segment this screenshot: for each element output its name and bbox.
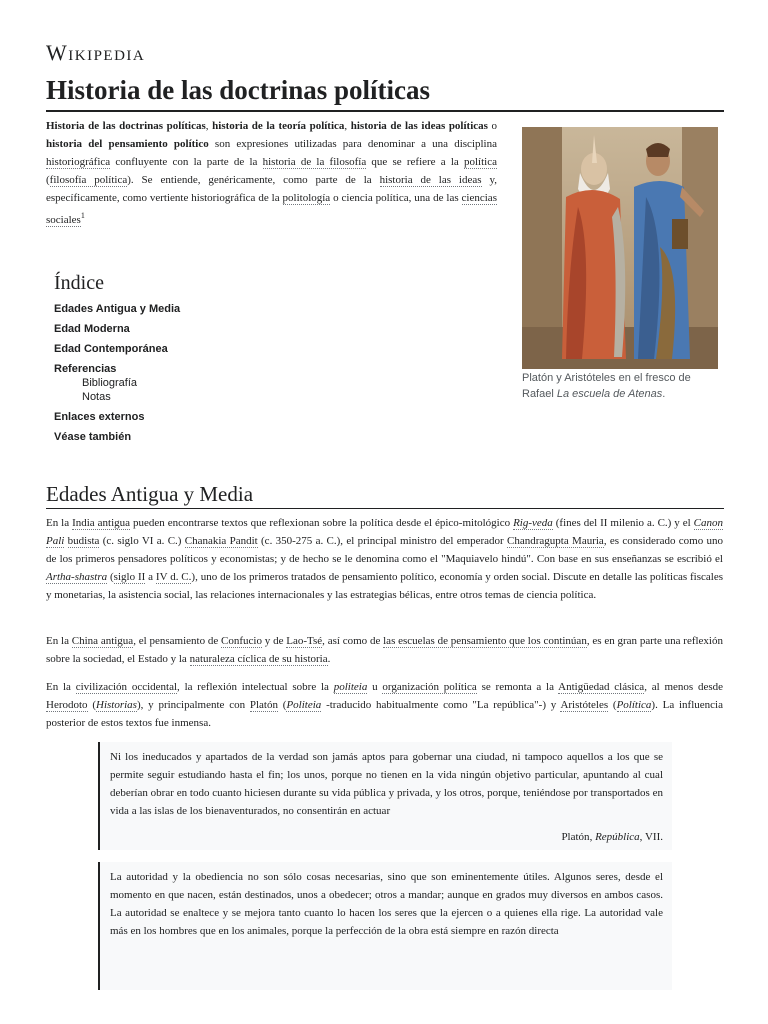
body-text: ( [87, 699, 96, 711]
link-text: politeia [333, 681, 368, 693]
cite-work: República [595, 831, 640, 843]
link-historias[interactable] [96, 699, 137, 712]
link-chandragupta-mauria[interactable]: Chandragupta Mauria [507, 535, 604, 547]
infobox-figure [522, 127, 718, 402]
intro-paragraph [46, 117, 497, 229]
blockquote-platon [98, 742, 672, 850]
body-text: (c. 350-275 a. C.), el principal ministro del emperador [257, 535, 508, 547]
link-politica[interactable]: política [464, 156, 497, 168]
link-text: Politeia [286, 699, 322, 711]
intro-bold-term: historia del pensamiento político [46, 138, 209, 150]
cite-author: Platón [561, 831, 590, 843]
body-text: ( [107, 571, 114, 583]
body-text: , el pensamiento de [133, 635, 222, 647]
intro-bold-term: Historia de las doctrinas políticas [46, 120, 206, 132]
intro-bold-term: historia de la teoría política [212, 120, 345, 132]
link-text: Política [616, 699, 652, 711]
section-heading: Edades Antigua y Media [46, 481, 724, 509]
wikipedia-wordmark[interactable]: Wikipedia [46, 40, 146, 65]
link-chanakia-pandit[interactable]: Chanakia Pandit [184, 535, 258, 547]
intro-text: , [344, 120, 351, 132]
page-title: Historia de las doctrinas políticas [46, 72, 724, 112]
body-text: u [367, 681, 383, 693]
intro-text: ( [46, 174, 50, 186]
toc-title: Índice [54, 272, 104, 294]
cite-separator: , [589, 831, 596, 843]
link-india-antigua[interactable]: India antigua [72, 517, 131, 529]
link-politologia[interactable]: politología [282, 192, 331, 204]
intro-text: que se refiere a la [366, 156, 464, 168]
table-of-contents [54, 270, 304, 450]
paragraph-china [46, 632, 723, 668]
intro-text: o [487, 120, 498, 132]
link-aristoteles[interactable]: Aristóteles [560, 699, 609, 711]
link-naturaleza-ciclica[interactable]: naturaleza cíclica de su historia [189, 653, 328, 665]
toc-item-referencias[interactable]: Referencias [54, 363, 117, 375]
body-text: , al menos desde [644, 681, 723, 693]
body-text: En la [46, 517, 73, 529]
link-iv-dc[interactable]: IV d. C. [155, 571, 192, 583]
body-text: se remonta a la [476, 681, 559, 693]
link-politeia-obra[interactable] [286, 699, 321, 712]
caption-work-title: La escuela de Atenas [556, 388, 663, 400]
intro-text: confluyente con la parte de la [110, 156, 263, 168]
quote-text: La autoridad y la obediencia no son sólo cosas necesarias, sino que son eminentemente útiles. Algunos seres, desde el momento en que nacen, están destinados, unos a obedecer; otros a mandar; aunque en grados muy diversos en ambos casos. La autoridad se enaltece y se mejora tanto cuanto lo hacen los seres que la ejercen o a quienes ella rige. La autoridad vale más en los hombres que en los animales, porque la perfección de la obra está siempre en razón directa [110, 871, 663, 937]
intro-text: , [205, 120, 213, 132]
body-text: ( [278, 699, 287, 711]
link-ciencias-sociales[interactable]: ciencias sociales [46, 192, 497, 226]
link-herodoto[interactable]: Herodoto [46, 699, 88, 711]
toc-item-edad-moderna[interactable]: Edad Moderna [54, 323, 130, 335]
body-text: (fines del II milenio a. C.) y el [552, 517, 694, 529]
link-text: Rig-veda [513, 517, 553, 529]
intro-text: o ciencia política, una de las [330, 192, 462, 204]
body-text: ), y principalmente con [136, 699, 250, 711]
link-filosofia-politica[interactable]: filosofía política [49, 174, 128, 186]
quote-citation [110, 828, 663, 846]
toc-item-vease-tambien[interactable]: Véase también [54, 431, 132, 443]
link-siglo-ii[interactable]: siglo II [113, 571, 146, 583]
link-text: Canon Pali [46, 517, 723, 547]
link-historiografica[interactable]: historiográfica [46, 156, 111, 168]
body-text: ( [608, 699, 617, 711]
link-historia-ideas[interactable]: historia de las ideas [379, 174, 482, 186]
reference-link[interactable]: 1 [80, 211, 85, 220]
body-text: -traducido habitualmente como "La república"-) y [321, 699, 561, 711]
toc-item-enlaces-externos[interactable]: Enlaces externos [54, 411, 145, 423]
caption-text: . [662, 388, 666, 400]
intro-text: y, específicamente, como vertiente historiográfica de la [46, 174, 497, 204]
link-politica-obra[interactable] [617, 699, 652, 712]
link-antiguedad-clasica[interactable]: Antigüedad clásica [558, 681, 645, 693]
cite-reference: , VII. [639, 831, 663, 843]
link-escuelas-pensamiento[interactable]: las escuelas de pensamiento que los continúan [383, 635, 587, 647]
fresco-image[interactable] [522, 127, 718, 369]
quote-text: Ni los ineducados y apartados de la verdad son jamás aptos para gobernar una ciudad, ni tampoco aquellos a los que se permite seguir estudiando hasta el fin; los unos, porque no tienen en la vida ningún objetivo particular, apuntando al cual deberían obrar en todo cuanto hiciesen durante su vida pública y privada, y los otros, porque, teniéndose por transportados en vida a las islas de los bienaventurados, no consentirán en actuar [110, 751, 663, 817]
link-text: Historias [96, 699, 137, 711]
body-text: (c. siglo VI a. C.) [99, 535, 185, 547]
toc-item-edad-contemporanea[interactable]: Edad Contemporánea [54, 343, 168, 355]
link-organizacion-politica[interactable]: organización política [382, 681, 477, 693]
body-text: En la [46, 635, 72, 647]
caption-text: Platón y Aristóteles en el fresco de Rafael [522, 372, 691, 400]
body-text: . [327, 653, 331, 665]
link-rig-veda[interactable] [513, 517, 553, 530]
paragraph-india [46, 514, 723, 604]
body-text: , es en gran parte una reflexión sobre la sociedad, el Estado y la [46, 635, 723, 665]
body-text: , la reflexión intelectual sobre la [177, 681, 334, 693]
link-lao-tse[interactable]: Lao-Tsé [286, 635, 323, 647]
body-text: ). La influencia posterior de estos textos fue inmensa. [46, 699, 723, 729]
link-china-antigua[interactable]: China antigua [71, 635, 134, 647]
blockquote-aristoteles [98, 862, 672, 990]
link-text: Artha-shastra [46, 571, 108, 583]
link-politeia[interactable] [334, 681, 368, 694]
body-text: ), uno de los primeros tratados de pensamiento político, economía y orden social. Discute en detalle las políticas fiscales y monetarias, la asistencia social, las relaciones internacionales y las estrategias bélicas, entre otros temas de ciencia política. [46, 571, 723, 601]
link-artha-shastra[interactable] [46, 571, 107, 584]
toc-subitem-notas[interactable]: Notas [82, 391, 111, 403]
body-text: y de [262, 635, 287, 647]
link-budista[interactable]: budista [67, 535, 100, 547]
link-platon[interactable]: Platón [249, 699, 278, 711]
toc-group-referencias [54, 362, 304, 404]
paragraph-occidente [46, 678, 723, 732]
toc-subitem-bibliografia[interactable]: Bibliografía [82, 377, 138, 389]
link-historia-filosofia[interactable]: historia de la filosofía [262, 156, 367, 168]
intro-text: son expresiones utilizadas para denominar a una disciplina [208, 138, 497, 150]
body-text: a [145, 571, 156, 583]
link-civilizacion-occidental[interactable]: civilización occidental [75, 681, 178, 693]
figure-caption [522, 370, 718, 402]
body-text: En la [46, 681, 76, 693]
body-text: , así como de [322, 635, 384, 647]
link-confucio[interactable]: Confucio [221, 635, 262, 647]
body-text: pueden encontrarse textos que reflexionan sobre la política desde el épico-mitológico [130, 517, 514, 529]
intro-bold-term: historia de las ideas políticas [350, 120, 488, 132]
intro-text: ). Se entiende, genéricamente, como parte de la [127, 174, 380, 186]
toc-item-edades-antigua-media[interactable]: Edades Antigua y Media [54, 303, 181, 315]
body-text: , es considerado como uno de los primeros pensadores políticos y economistas; y de hecho se le denomina como el "Maquiavelo hindú". Con base en sus enseñanzas se escribió el [46, 535, 724, 565]
